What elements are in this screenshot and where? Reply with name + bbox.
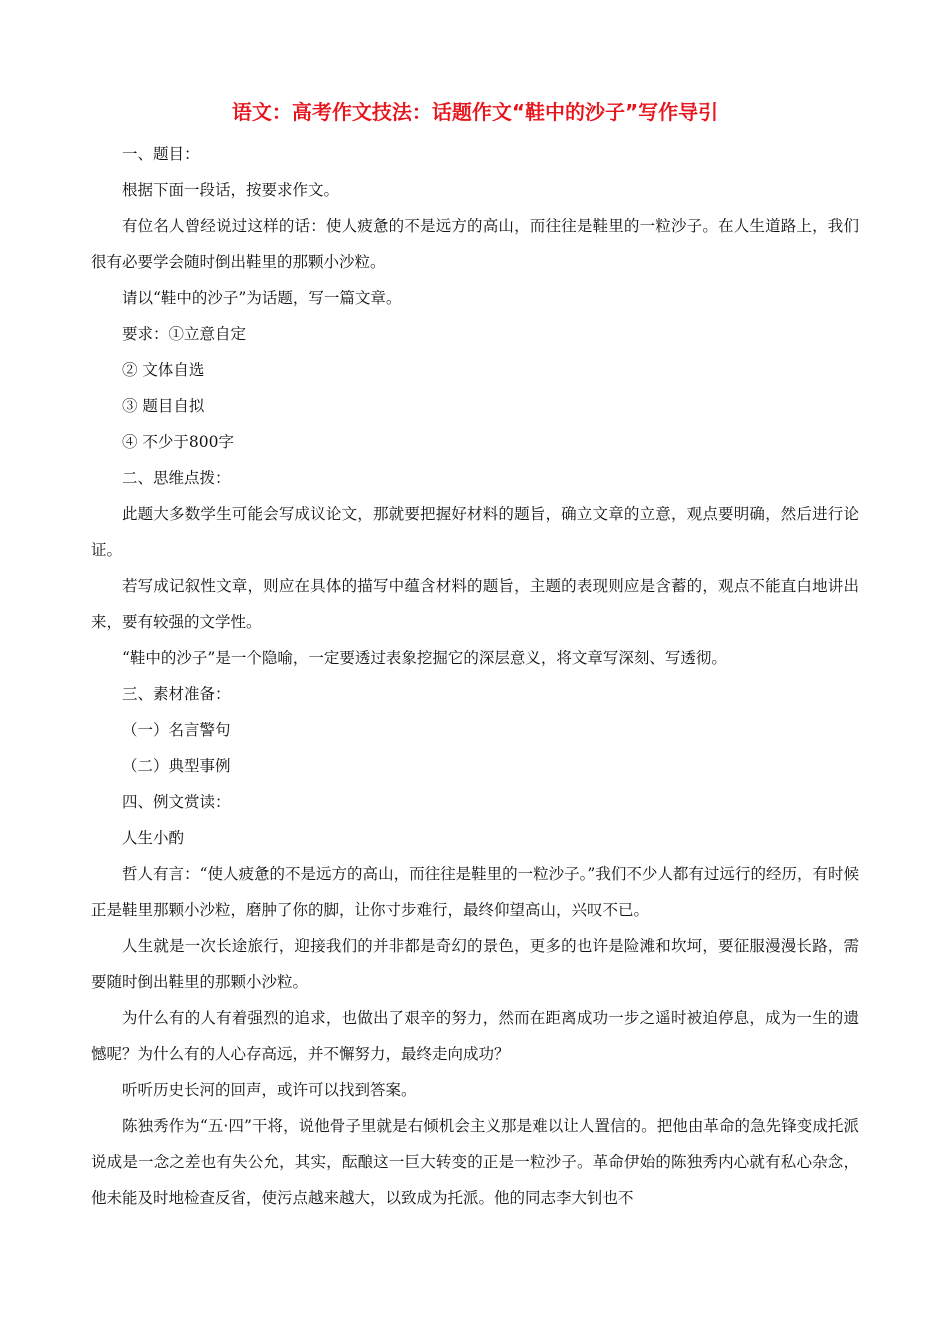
paragraph: 此题大多数学生可能会写成议论文，那就要把握好材料的题旨，确立文章的立意，观点要明确，然后进行论证。 [91, 505, 859, 559]
paragraph: 为什么有的人有着强烈的追求，也做出了艰辛的努力，然而在距离成功一步之遥时被迫停息，成为一生的遗憾呢？为什么有的人心存高远，并不懈努力，最终走向成功？ [91, 1009, 859, 1063]
paragraph: 若写成记叙性文章，则应在具体的描写中蕴含材料的题旨，主题的表现则应是含蓄的，观点不能直白地讲出来，要有较强的文学性。 [91, 577, 859, 631]
paragraph: 听听历史长河的回声，或许可以找到答案。 [122, 1081, 417, 1099]
document-body [91, 136, 859, 1216]
paragraph: （一）名言警句 [122, 721, 231, 739]
paragraph: ④ 不少于800字 [122, 433, 235, 451]
paragraph: ② 文体自选 [122, 361, 205, 379]
paragraph: 三、素材准备： [122, 685, 231, 703]
paragraph: 有位名人曾经说过这样的话：使人疲惫的不是远方的高山，而往往是鞋里的一粒沙子。在人生道路上，我们很有必要学会随时倒出鞋里的那颗小沙粒。 [91, 217, 859, 271]
paragraph: 人生小酌 [122, 829, 185, 847]
paragraph: 人生就是一次长途旅行，迎接我们的并非都是奇幻的景色，更多的也许是险滩和坎坷，要征服漫漫长路，需要随时倒出鞋里的那颗小沙粒。 [91, 937, 859, 991]
paragraph: （二）典型事例 [122, 757, 231, 775]
paragraph: 请以“鞋中的沙子”为话题，写一篇文章。 [122, 289, 402, 307]
paragraph: 陈独秀作为“五·四”干将，说他骨子里就是右倾机会主义那是难以让人置信的。把他由革命的急先锋变成托派说成是一念之差也有失公允，其实，酝酿这一巨大转变的正是一粒沙子。革命伊始的陈独秀内心就有私心杂念，他未能及时地检查反省，使污点越来越大，以致成为托派。他的同志李大钊也不 [91, 1117, 859, 1207]
paragraph: ③ 题目自拟 [122, 397, 205, 415]
paragraph: 要求：①立意自定 [122, 325, 247, 343]
paragraph: 哲人有言：“使人疲惫的不是远方的高山，而往往是鞋里的一粒沙子。”我们不少人都有过远行的经历，有时候正是鞋里那颗小沙粒，磨肿了你的脚，让你寸步难行，最终仰望高山，兴叹不已。 [91, 865, 859, 919]
paragraph: 一、题目： [122, 145, 200, 163]
paragraph: “鞋中的沙子”是一个隐喻，一定要透过表象挖掘它的深层意义，将文章写深刻、写透彻。 [122, 649, 727, 667]
paragraph: 根据下面一段话，按要求作文。 [122, 181, 340, 199]
paragraph: 四、例文赏读： [122, 793, 231, 811]
document-title: 语文：高考作文技法：话题作文“鞋中的沙子”写作导引 [231, 100, 719, 124]
paragraph: 二、思维点拨： [122, 469, 231, 487]
